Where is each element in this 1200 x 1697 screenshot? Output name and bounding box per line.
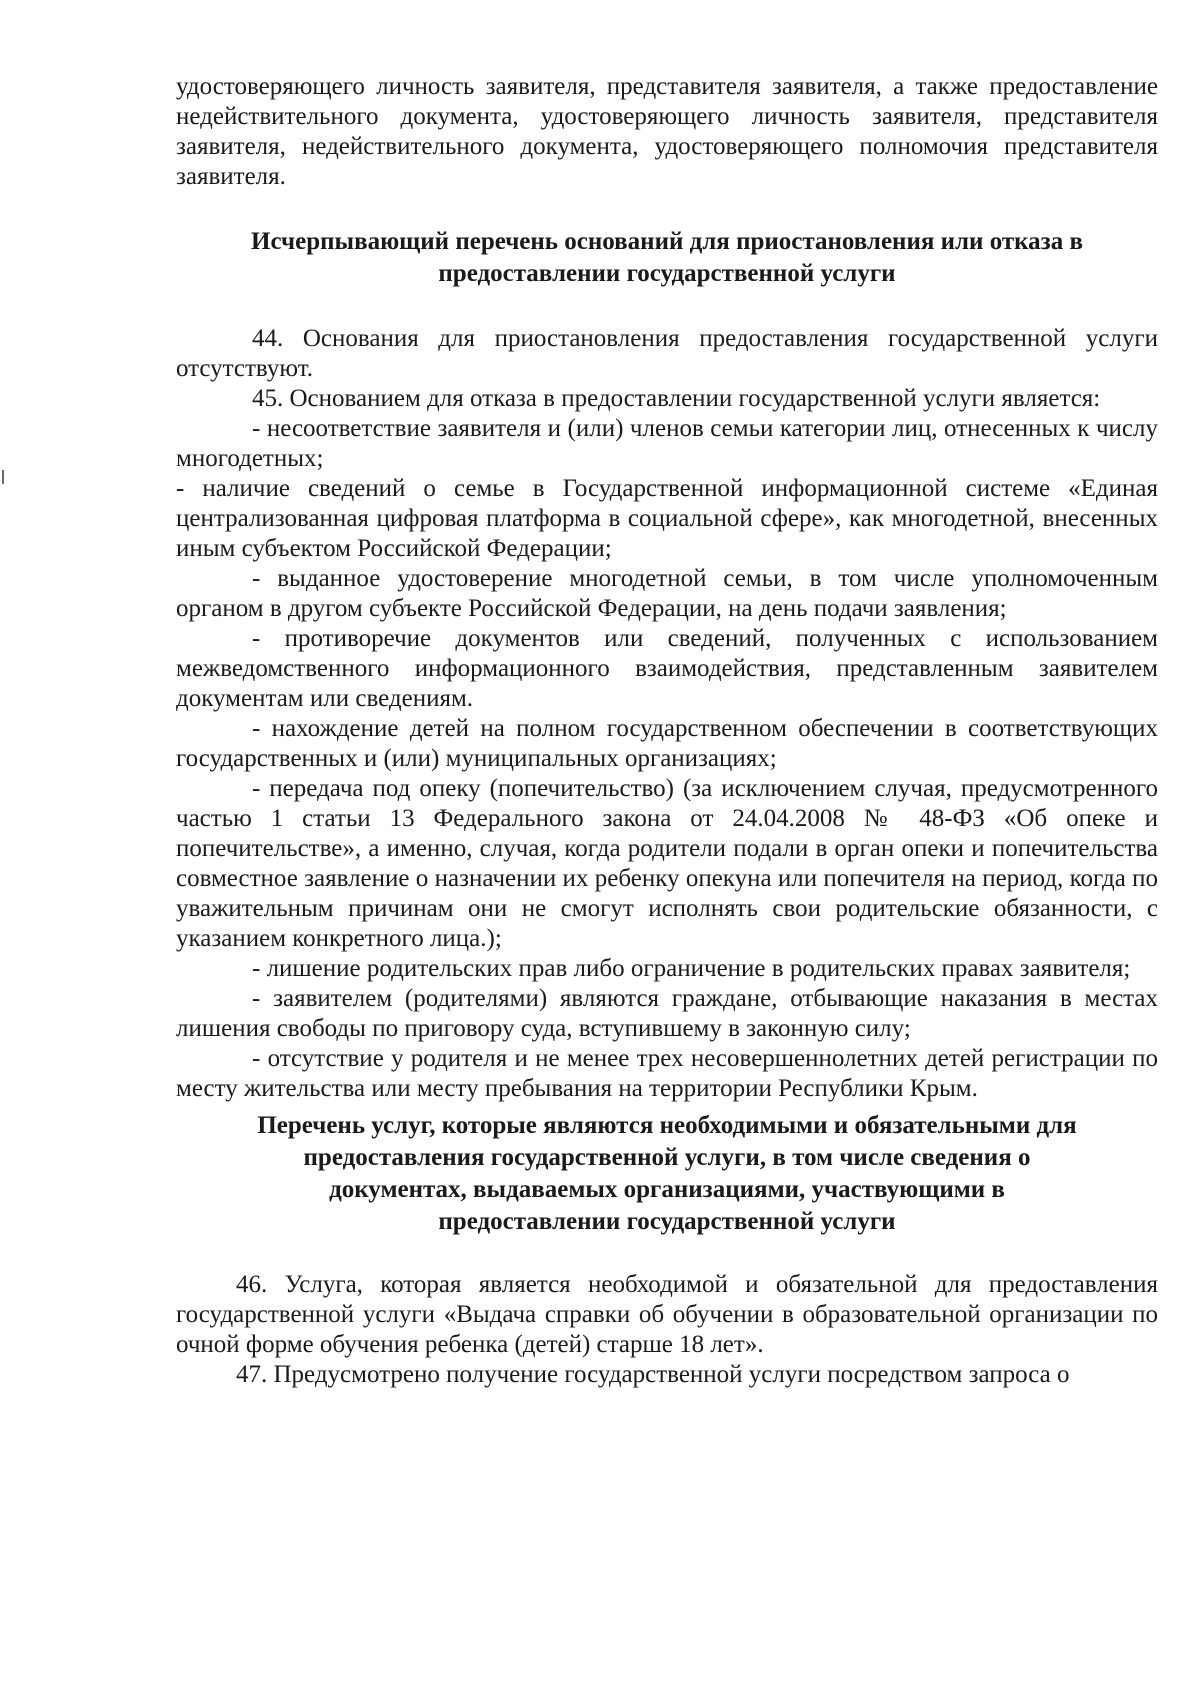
paragraph-45: 45. Основанием для отказа в предоставлении государственной услуги является: (252, 385, 1101, 412)
scan-edge-mark (2, 470, 4, 484)
section-heading-services: Перечень услуг, которые являются необходимыми и обязательными для предоставления государственной услуги, в том числе сведения о документах, выдаваемых организациями, участвующими в предоставлении государственной услуги (257, 1112, 1077, 1235)
list-item-non-compliance: - несоответствие заявителя и (или) членов семьи категории лиц, отнесенных к числу многодетных; (176, 415, 1158, 472)
list-item-existing-record: - наличие сведений о семье в Государственной информационной системе «Единая централизованная цифровая платформа в социальной сфере», как многодетной, внесенных иным субъектом Российской Федерации; (176, 475, 1158, 562)
paragraph-intro: удостоверяющего личность заявителя, представителя заявителя, а также предоставление недействительного документа, удостоверяющего личность заявителя, представителя заявителя, недействительного документа, удостоверяющего полномочия представителя заявителя. (176, 73, 1158, 190)
list-item-parental-rights: - лишение родительских прав либо ограничение в родительских правах заявителя; (252, 955, 1131, 982)
list-item-registration: - отсутствие у родителя и не менее трех несовершеннолетних детей регистрации по месту жительства или месту пребывания на территории Республики Крым. (176, 1045, 1158, 1102)
list-item-issued-certificate: - выданное удостоверение многодетной семьи, в том числе уполномоченным органом в другом субъекте Российской Федерации, на день подачи заявления; (176, 565, 1158, 622)
list-item-imprisonment: - заявителем (родителями) являются граждане, отбывающие наказания в местах лишения свободы по приговору суда, вступившему в законную силу; (176, 985, 1158, 1042)
paragraph-47: 47. Предусмотрено получение государственной услуги посредством запроса о (236, 1361, 1070, 1388)
document-page (176, 72, 1158, 1390)
paragraph-44: 44. Основания для приостановления предоставления государственной услуги отсутствуют. (176, 325, 1158, 382)
list-item-guardianship: - передача под опеку (попечительство) (за исключением случая, предусмотренного частью 1 статьи 13 Федерального закона от 24.04.2008 № 48-ФЗ «Об опеке и попечительстве», а именно, случая, когда родители подали в орган опеки и попечительства совместное заявление о назначении их ребенку опекуна или попечителя на период, когда по уважительным причинам они не смогут исполнять свои родительские обязанности, с указанием конкретного лица.); (176, 775, 1158, 952)
paragraph-46: 46. Услуга, которая является необходимой и обязательной для предоставления государственной услуги «Выдача справки об обучении в образовательной организации по очной форме обучения ребенка (детей) старше 18 лет». (176, 1271, 1158, 1358)
section-heading-grounds: Исчерпывающий перечень оснований для приостановления или отказа в предоставлении государственной услуги (251, 228, 1083, 287)
list-item-contradiction: - противоречие документов или сведений, полученных с использованием межведомственного информационного взаимодействия, представленным заявителем документам или сведениям. (176, 625, 1158, 712)
list-item-state-provision: - нахождение детей на полном государственном обеспечении в соответствующих государственных и (или) муниципальных организациях; (176, 715, 1158, 772)
